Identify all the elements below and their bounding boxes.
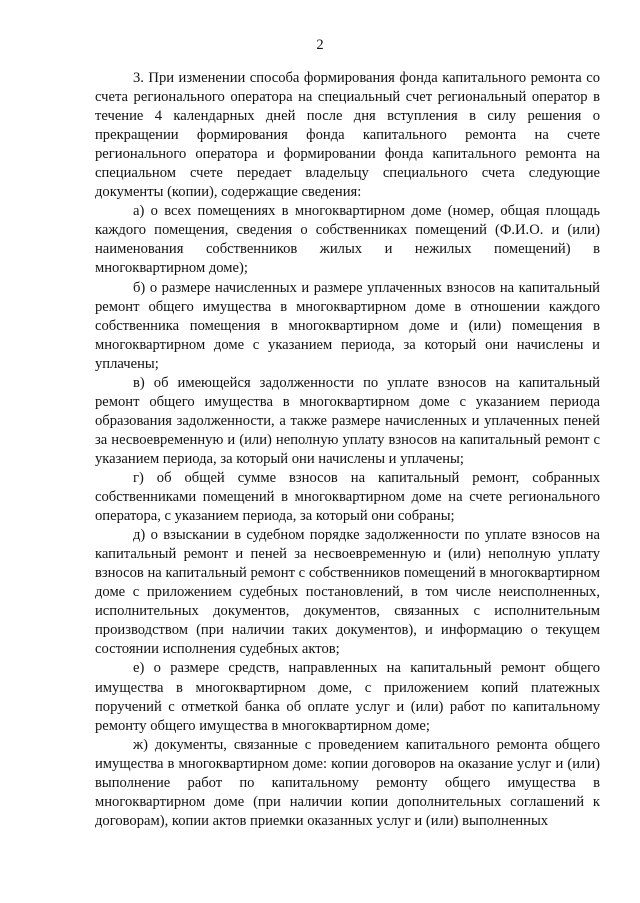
paragraph-item-d: д) о взыскании в судебном порядке задолженности по уплате взносов на капитальный ремонт и пеней за несвоевременную и (или) неполную уплату взносов на капитальный ремонт с собственников помещений в многоквартирном доме с приложением судебных постановлений, в том числе неисполненных, исполнительных документов, документов, связанных с исполнительным производством (при наличии таких документов), и информацию о текущем состоянии исполнения судебных актов; xyxy=(95,527,600,658)
page-number: 2 xyxy=(316,37,324,53)
paragraph-item-v: в) об имеющейся задолженности по уплате взносов на капитальный ремонт общего имущества в многоквартирном доме с указанием периода образования задолженности, а также размере начисленных и уплаченных пеней за несвоевременную и (или) неполную уплату взносов на капитальный ремонт с указанием периода, за который они начислены и уплачены; xyxy=(95,374,600,467)
paragraph-item-zh: ж) документы, связанные с проведением капитального ремонта общего имущества в многоквартирном доме: копии договоров на оказание услуг и (или) выполнение работ по капитальному ремонту общего имущества в многоквартирном доме (при наличии копии дополнительных соглашений к договорам), копии актов приемки оказанных услуг и (или) выполненных xyxy=(95,736,600,829)
paragraph-item-g: г) об общей сумме взносов на капитальный ремонт, собранных собственниками помещений в многоквартирном доме на счете регионального оператора, с указанием периода, за который они собраны; xyxy=(95,469,600,525)
document-body xyxy=(95,69,600,831)
paragraph-item-a: а) о всех помещениях в многоквартирном доме (номер, общая площадь каждого помещения, сведения о собственниках помещений (Ф.И.О. и (или) наименования собственников жилых и нежилых помещений) в многоквартирном доме); xyxy=(95,203,600,277)
paragraph-item-e: е) о размере средств, направленных на капитальный ремонт общего имущества в многоквартирном доме, с приложением копий платежных поручений с отметкой банка об оплате услуг и (или) работ по капитальному ремонту общего имущества в многоквартирном доме; xyxy=(95,660,600,734)
paragraph-item-b: б) о размере начисленных и размере уплаченных взносов на капитальный ремонт общего имущества в многоквартирном доме в отношении каждого собственника помещения в многоквартирном доме и (или) помещения в многоквартирном доме с указанием периода, за который они начислены и уплачены; xyxy=(95,279,600,372)
paragraph-3-intro: 3. При изменении способа формирования фонда капитального ремонта со счета регионального оператора на специальный счет региональный оператор в течение 4 календарных дней после дня вступления в силу решения о прекращении формирования фонда капитального ремонта на счете регионального оператора и формировании фонда капитального ремонта на специальном счете передает владельцу специального счета следующие документы (копии), содержащие сведения: xyxy=(95,70,600,201)
